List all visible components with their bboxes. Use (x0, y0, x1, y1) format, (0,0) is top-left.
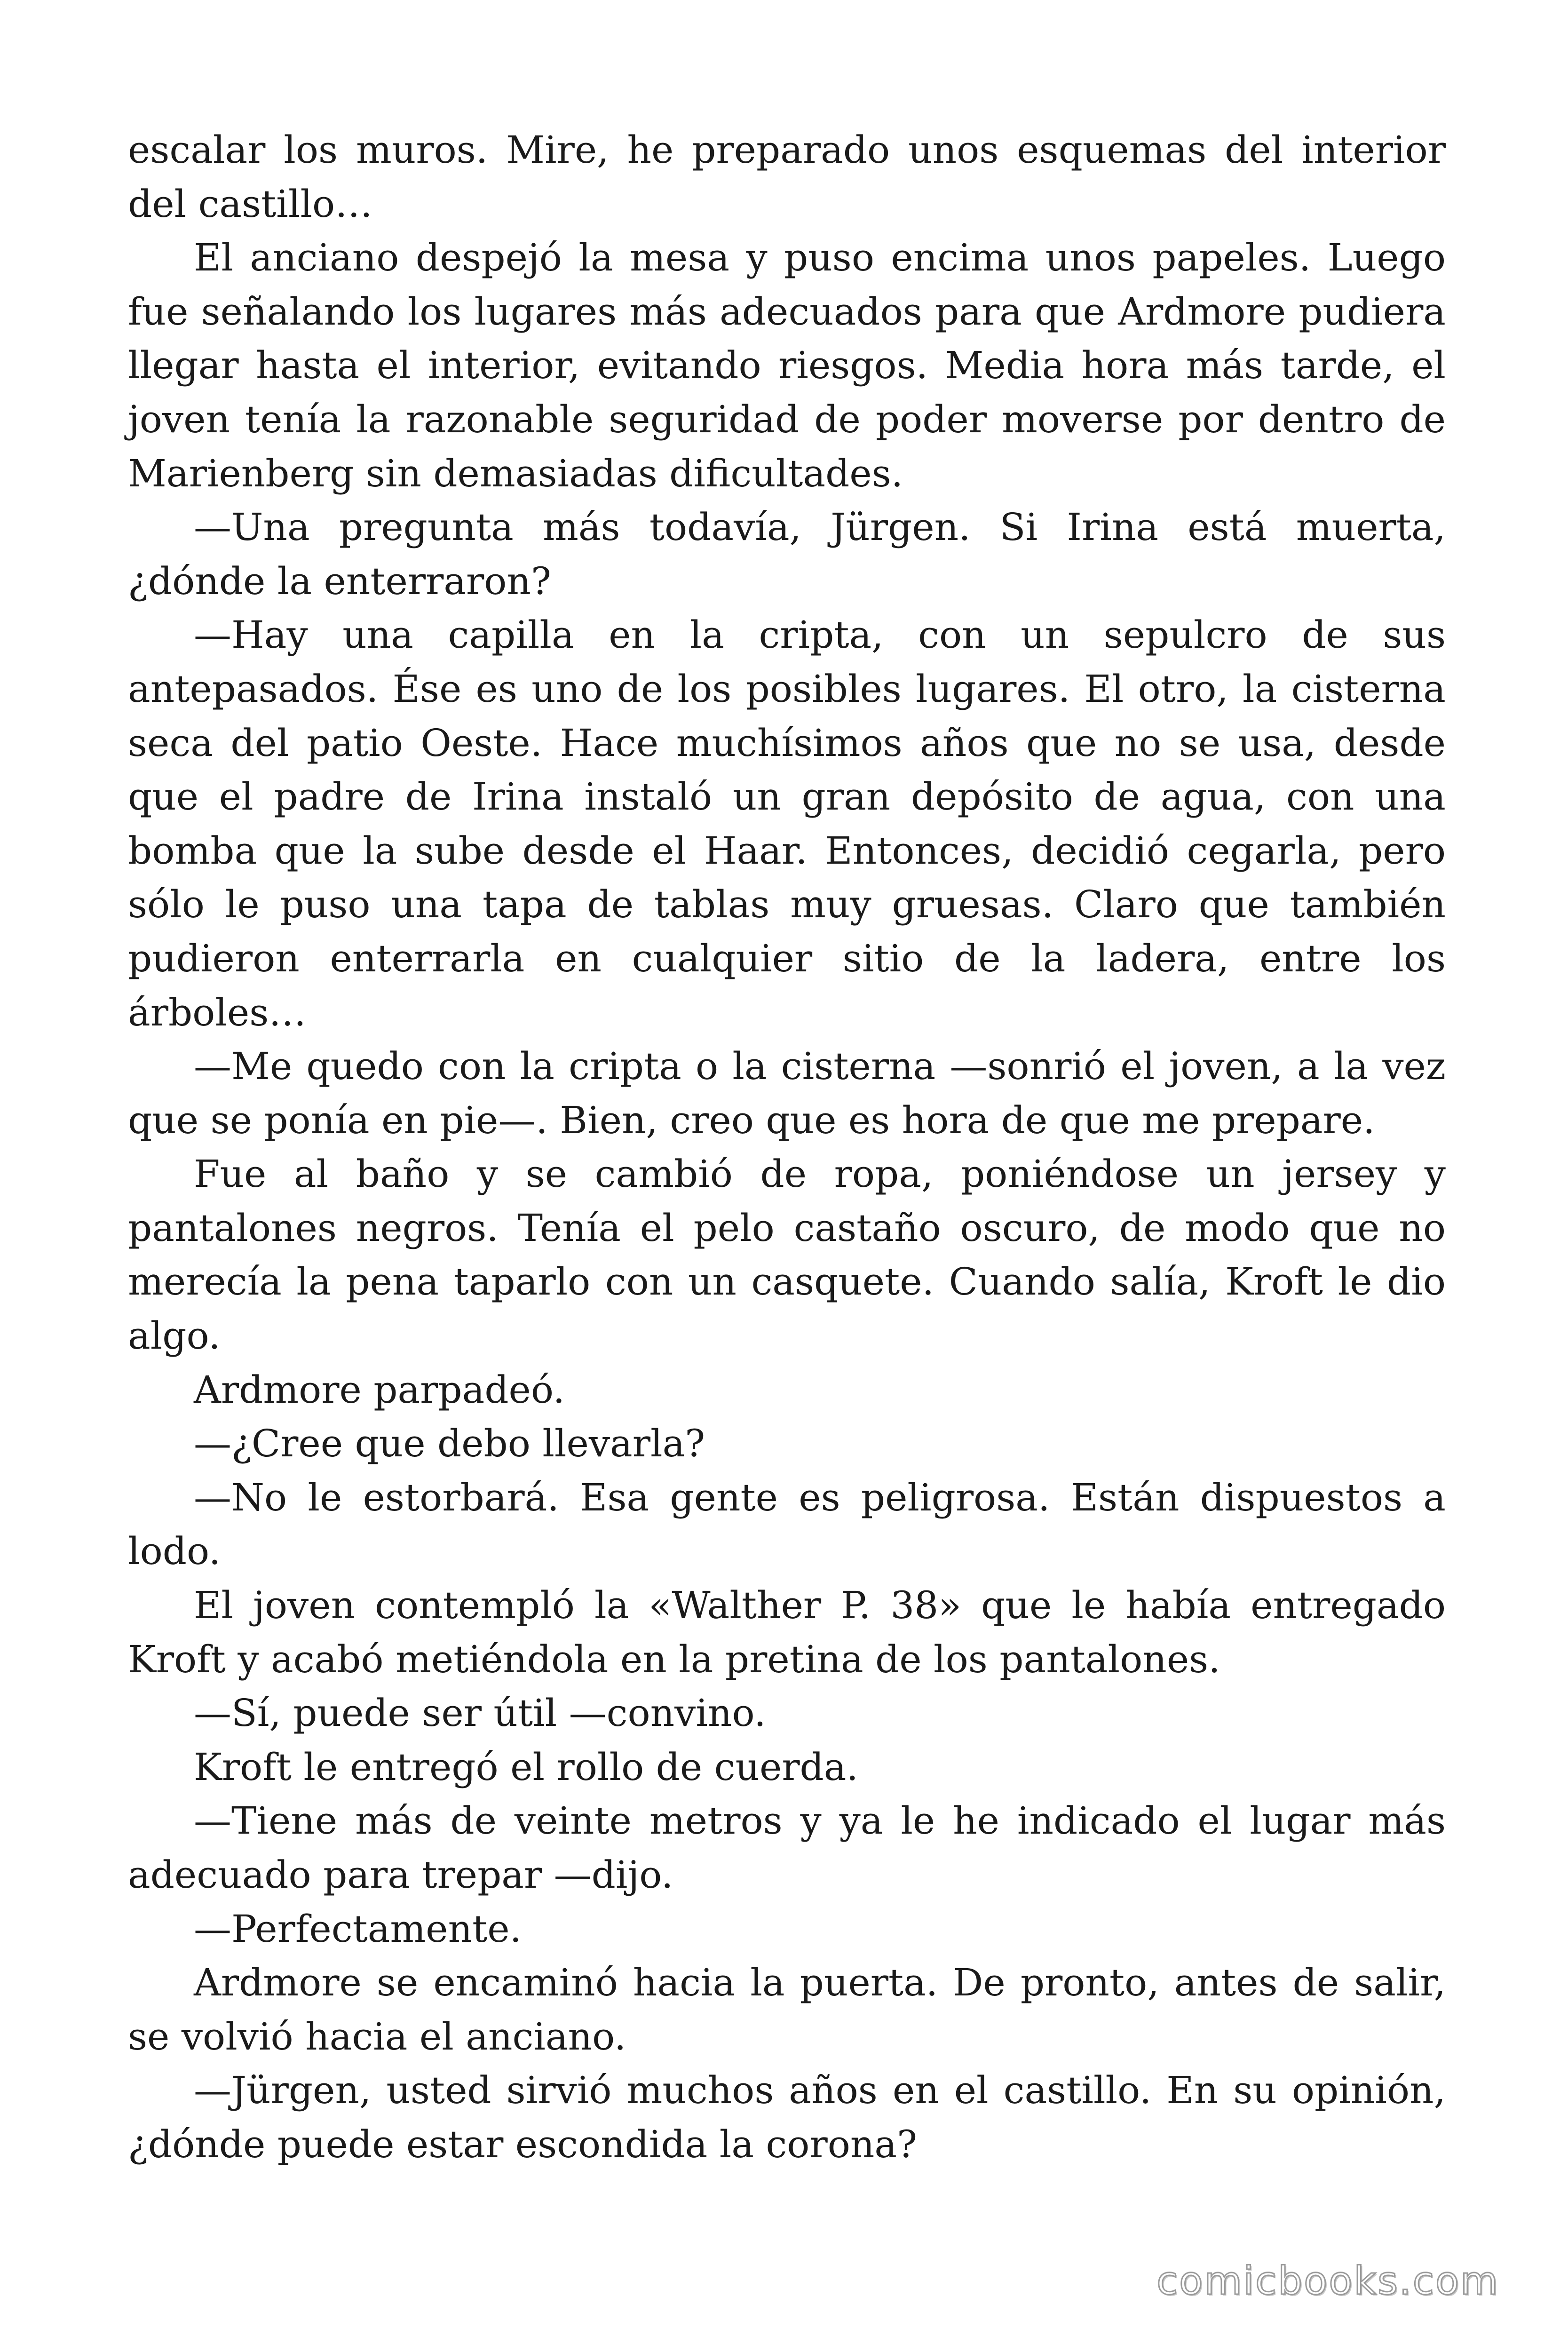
dialogue-paragraph: —¿Cree que debo llevarla? (194, 1422, 705, 1466)
dialogue-paragraph: —Perfectamente. (194, 1907, 522, 1951)
dialogue-paragraph: —Tiene más de veinte metros y ya le he indicado el lugar más adecuado para trepar —dijo. (128, 1799, 1446, 1897)
dialogue-paragraph: —No le estorbará. Esa gente es peligrosa. Están dispuestos a lodo. (128, 1475, 1446, 1573)
paragraph: Ardmore parpadeó. (194, 1367, 565, 1412)
paragraph: Kroft le entregó el rollo de cuerda. (194, 1745, 858, 1789)
dialogue-paragraph: —Una pregunta más todavía, Jürgen. Si Irina está muerta, ¿dónde la enterraron? (128, 505, 1446, 603)
paragraph: El anciano despejó la mesa y puso encima unos papeles. Luego fue señalando los lugares más adecuados para que Ardmore pudiera llegar hasta el interior, evitando riesgos. Media hora más tarde, el joven tenía la razonable seguridad de poder moverse por dentro de Marienberg sin demasiadas dificultades. (128, 236, 1446, 495)
paragraph: escalar los muros. Mire, he preparado unos esquemas del interior del castillo… (128, 128, 1446, 226)
paragraph: Ardmore se encaminó hacia la puerta. De pronto, antes de salir, se volvió hacia el anciano. (128, 1961, 1446, 2058)
paragraph: El joven contempló la «Walther P. 38» que le había entregado Kroft y acabó metiéndola en la pretina de los pantalones. (128, 1583, 1446, 1681)
dialogue-paragraph: —Sí, puede ser útil —convino. (194, 1691, 766, 1735)
dialogue-paragraph: —Hay una capilla en la cripta, con un sepulcro de sus antepasados. Ése es uno de los posibles lugares. El otro, la cisterna seca del patio Oeste. Hace muchísimos años que no se usa, desde que el padre de Irina instaló un gran depósito de agua, con una bomba que la sube desde el Haar. Entonces, decidió cegarla, pero sólo le puso una tapa de tablas muy gruesas. Claro que también pudieron enterrarla en cualquier sitio de la ladera, entre los árboles… (128, 613, 1446, 1034)
dialogue-paragraph: —Jürgen, usted sirvió muchos años en el castillo. En su opinión, ¿dónde puede estar escondida la corona? (128, 2068, 1446, 2166)
paragraph: Fue al baño y se cambió de ropa, poniéndose un jersey y pantalones negros. Tenía el pelo castaño oscuro, de modo que no merecía la pena taparlo con un casquete. Cuando salía, Kroft le dio algo. (128, 1152, 1446, 1358)
dialogue-paragraph: —Me quedo con la cripta o la cisterna —sonrió el joven, a la vez que se ponía en pie—. Bien, creo que es hora de que me prepare. (128, 1044, 1446, 1142)
watermark: comicbooks.com (1156, 2259, 1499, 2304)
body-text (128, 123, 1446, 2172)
